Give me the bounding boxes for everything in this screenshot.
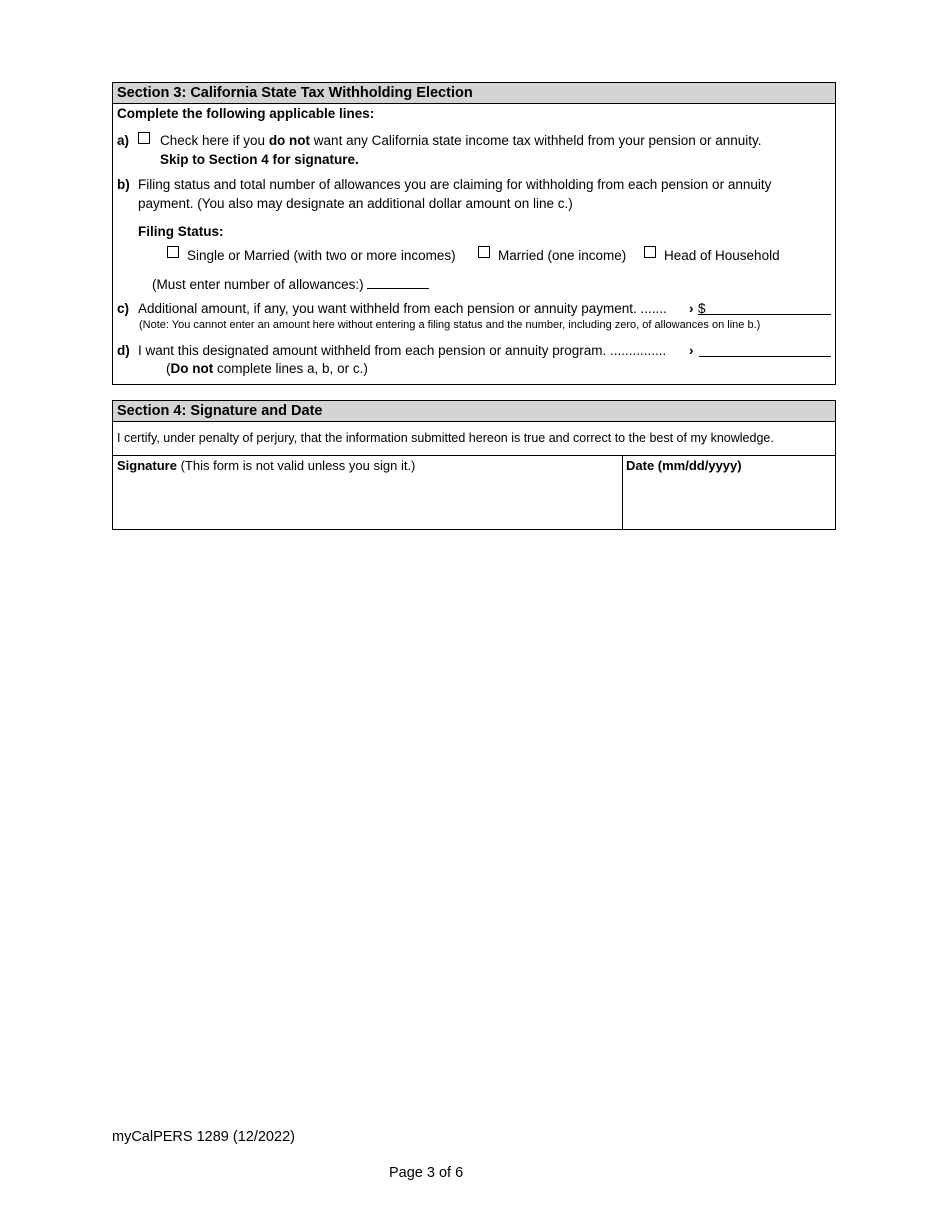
- line-c-amount-field[interactable]: [698, 301, 831, 316]
- line-d-text: I want this designated amount withheld from each pension or annuity program. ...............: [138, 343, 667, 358]
- form-identifier: myCalPERS 1289 (12/2022): [112, 1129, 295, 1145]
- line-a-letter: a): [117, 133, 130, 148]
- married-one-income-label: Married (one income): [498, 248, 627, 263]
- line-b-text-2: payment. (You also may designate an additional dollar amount on line c.): [138, 196, 573, 211]
- line-c-arrow: ›: [689, 301, 694, 316]
- line-a-skip: Skip to Section 4 for signature.: [160, 152, 359, 167]
- filing-status-label: Filing Status:: [138, 224, 224, 239]
- section-3-intro: Complete the following applicable lines:: [117, 106, 375, 121]
- line-d-amount-field[interactable]: [699, 343, 831, 360]
- signature-field[interactable]: [117, 458, 617, 528]
- head-of-household-checkbox[interactable]: [644, 246, 656, 258]
- line-d-letter: d): [117, 343, 130, 358]
- line-c-note: (Note: You cannot enter an amount here without entering a filing status and the number, including zero, of allowances on line b.): [139, 319, 761, 331]
- allowances-field[interactable]: [367, 275, 429, 289]
- date-field[interactable]: [626, 458, 831, 528]
- line-b-text-1: Filing status and total number of allowances you are claiming for withholding from each pension or annuity: [138, 177, 772, 192]
- line-d-subtext: (Do not complete lines a, b, or c.): [166, 361, 368, 376]
- head-of-household-label: Head of Household: [664, 248, 780, 263]
- section-4: [112, 400, 836, 530]
- date-label: Date (mm/dd/yyyy): [626, 458, 742, 473]
- line-c-text: Additional amount, if any, you want withheld from each pension or annuity payment. .......: [138, 301, 667, 316]
- signature-note: (This form is not valid unless you sign it.): [176, 458, 416, 473]
- allowances-label: (Must enter number of allowances:): [152, 275, 429, 292]
- section-3: [112, 82, 836, 385]
- section-4-title: Section 4: Signature and Date: [113, 401, 835, 422]
- line-a-text: Check here if you do not want any California state income tax withheld from your pension or annuity.: [160, 133, 762, 148]
- single-or-married-checkbox[interactable]: [167, 246, 179, 258]
- single-or-married-label: Single or Married (with two or more incomes): [187, 248, 456, 263]
- currency-symbol: $: [698, 301, 706, 316]
- line-b-letter: b): [117, 177, 130, 192]
- section-4-divider: [113, 455, 835, 456]
- certify-statement: I certify, under penalty of perjury, that the information submitted hereon is true and correct to the best of my knowledge.: [117, 431, 774, 445]
- married-one-income-checkbox[interactable]: [478, 246, 490, 258]
- line-d-arrow: ›: [689, 343, 694, 358]
- section-3-title: Section 3: California State Tax Withholding Election: [113, 83, 835, 104]
- signature-date-divider: [622, 455, 623, 529]
- line-a-checkbox[interactable]: [138, 132, 150, 144]
- signature-label: Signature: [117, 458, 177, 473]
- page-number: Page 3 of 6: [389, 1165, 464, 1181]
- line-c-letter: c): [117, 301, 130, 316]
